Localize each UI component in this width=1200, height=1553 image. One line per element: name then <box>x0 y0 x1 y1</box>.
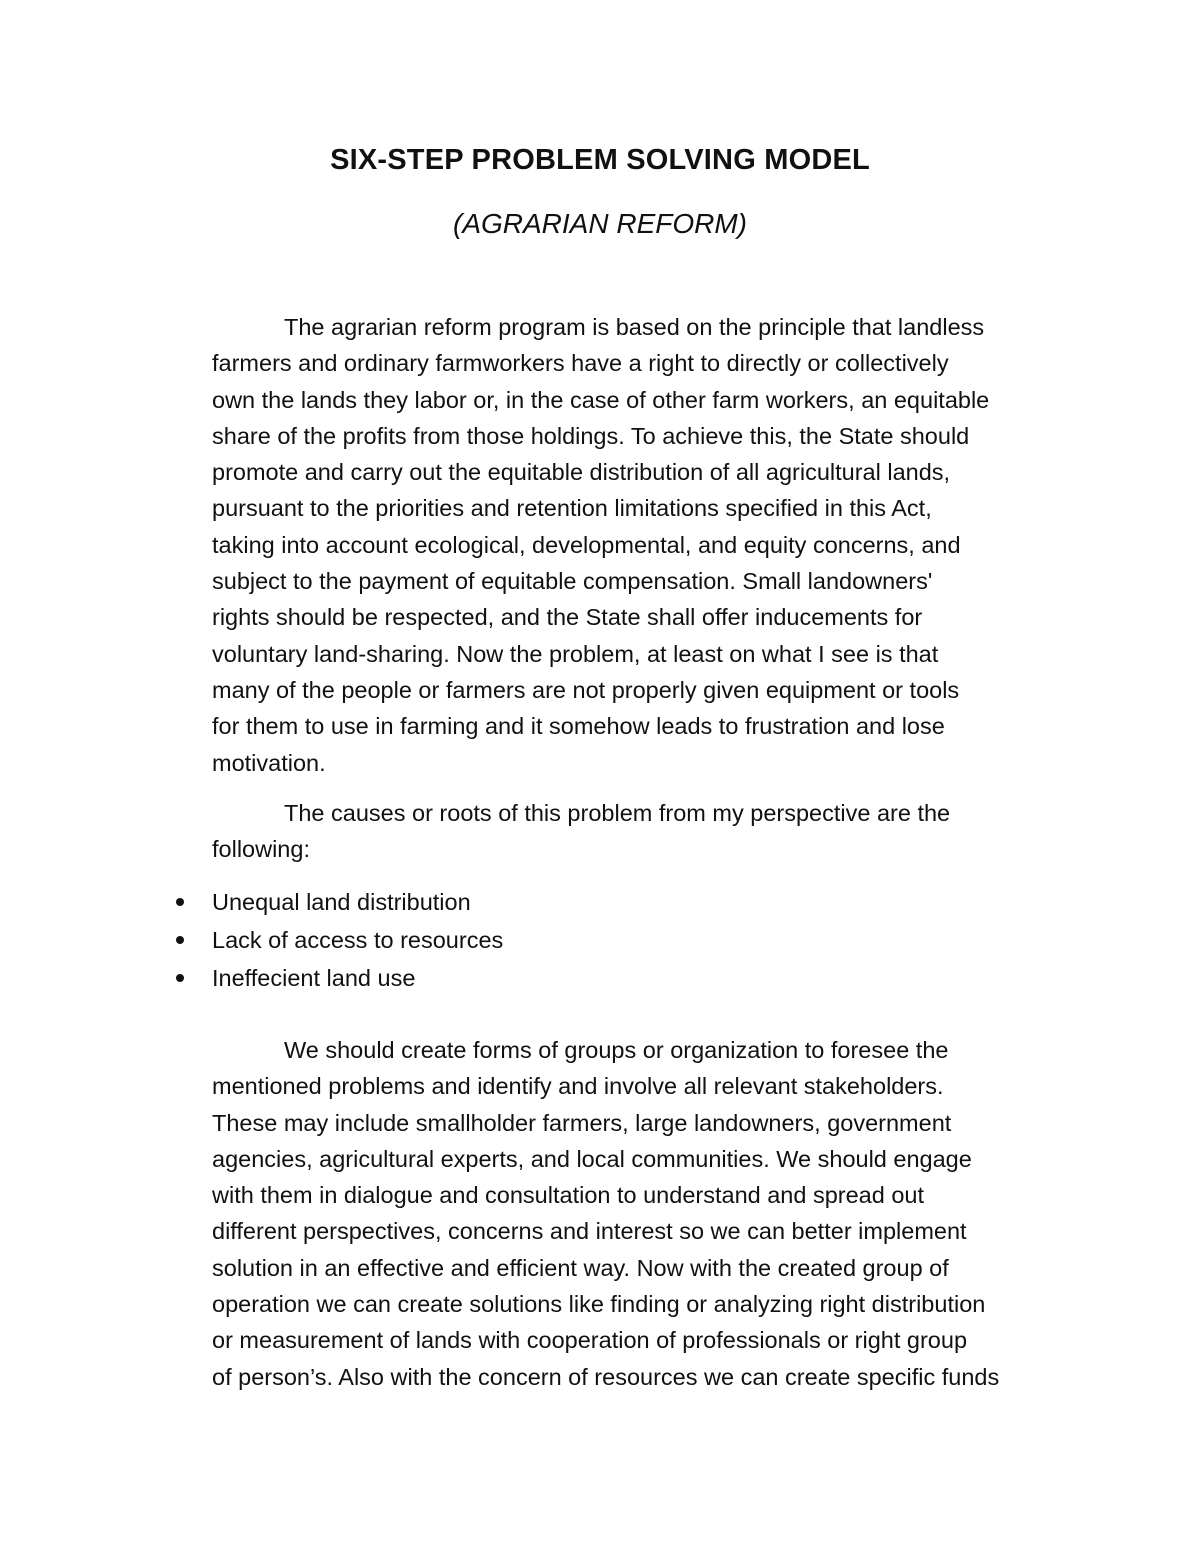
paragraph-line: farmers and ordinary farmworkers have a right to directly or collectively <box>212 350 949 377</box>
paragraph-line: taking into account ecological, developmental, and equity concerns, and <box>212 531 961 558</box>
paragraph-line: The causes or roots of this problem from my perspective are the <box>284 800 951 826</box>
paragraph-line: promote and carry out the equitable distribution of all agricultural lands, <box>212 459 951 486</box>
list-item <box>170 883 503 921</box>
paragraph-line: operation we can create solutions like finding or analyzing right distribution <box>212 1291 986 1318</box>
list-item <box>170 959 503 997</box>
list-item-text: Lack of access to resources <box>212 927 504 953</box>
bullet-icon <box>176 936 184 944</box>
paragraph-line: These may include smallholder farmers, large landowners, government <box>212 1109 952 1136</box>
paragraph-line: many of the people or farmers are not properly given equipment or tools <box>212 676 960 703</box>
list-item-text: Unequal land distribution <box>212 889 471 915</box>
paragraph-line: motivation. <box>212 749 326 776</box>
paragraph-line: following: <box>212 836 310 863</box>
paragraph-line: mentioned problems and identify and involve all relevant stakeholders. <box>212 1073 944 1100</box>
paragraph-line: pursuant to the priorities and retention limitations specified in this Act, <box>212 495 932 522</box>
paragraph-line: voluntary land-sharing. Now the problem, at least on what I see is that <box>212 640 939 667</box>
paragraph-line: subject to the payment of equitable compensation. Small landowners' <box>212 568 933 595</box>
list-item-text: Ineffecient land use <box>212 965 416 991</box>
paragraph-line: rights should be respected, and the State shall offer inducements for <box>212 604 923 631</box>
paragraph-line: own the lands they labor or, in the case of other farm workers, an equitable <box>212 386 990 413</box>
paragraph-line: with them in dialogue and consultation to understand and spread out <box>212 1182 925 1209</box>
document-subtitle: (AGRARIAN REFORM) <box>453 208 747 239</box>
causes-bullet-list <box>170 883 503 997</box>
paragraph-line: solution in an effective and efficient way. Now with the created group of <box>212 1254 949 1281</box>
paragraph-line: share of the profits from those holdings. To achieve this, the State should <box>212 422 970 449</box>
paragraph-line: or measurement of lands with cooperation of professionals or right group <box>212 1327 968 1354</box>
bullet-icon <box>176 974 184 982</box>
bullet-icon <box>176 898 184 906</box>
paragraph-line: of person’s. Also with the concern of resources we can create specific funds <box>212 1363 1000 1390</box>
paragraph-causes-intro <box>212 795 1072 868</box>
paragraph-solution <box>212 1032 1072 1395</box>
paragraph-line: different perspectives, concerns and interest so we can better implement <box>212 1218 967 1245</box>
paragraph-line: We should create forms of groups or organization to foresee the <box>284 1037 949 1063</box>
paragraph-line: The agrarian reform program is based on the principle that landless <box>284 314 985 340</box>
paragraph-line: agencies, agricultural experts, and local communities. We should engage <box>212 1145 972 1172</box>
list-item <box>170 921 503 959</box>
document-title: SIX-STEP PROBLEM SOLVING MODEL <box>330 144 870 176</box>
paragraph-intro <box>212 309 1072 781</box>
paragraph-line: for them to use in farming and it somehow leads to frustration and lose <box>212 713 945 740</box>
